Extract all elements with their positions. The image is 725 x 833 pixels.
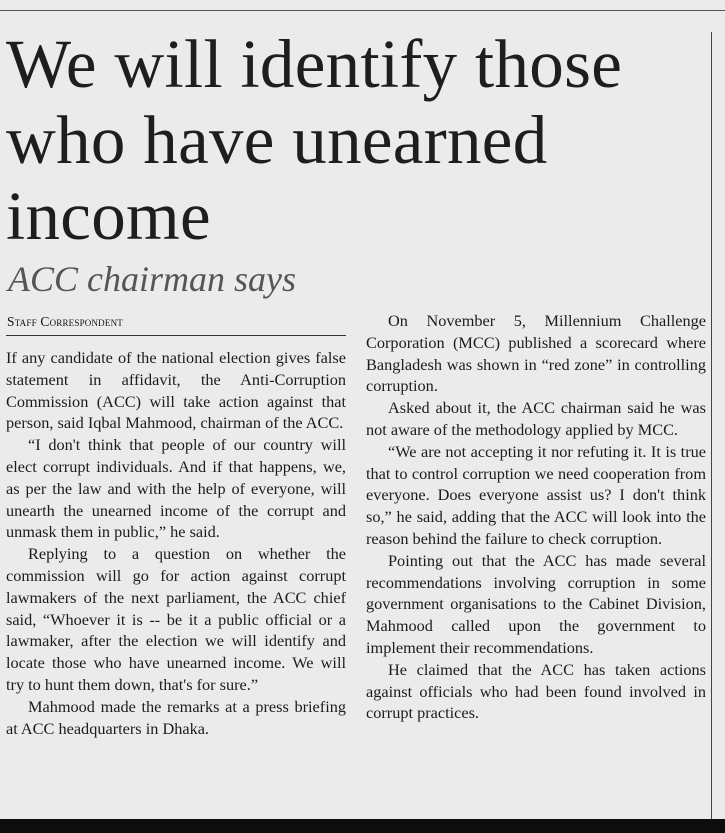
article-column-right [366, 310, 706, 724]
paragraph: If any candidate of the national election gives false statement in affidavit, the Anti-Corruption Commission (ACC) will take action against that person, said Iqbal Mahmood, chairman of the ACC. [6, 348, 346, 433]
scan-bottom-edge [0, 819, 725, 833]
byline-rule [6, 335, 346, 336]
column-edge-rule [711, 32, 712, 822]
headline: We will identify those who have unearned income [6, 26, 623, 254]
paragraph: Asked about it, the ACC chairman said he was not aware of the methodology applied by MCC. [366, 398, 706, 439]
article-column-left [6, 347, 346, 739]
paragraph: Pointing out that the ACC has made several recommendations involving corruption in some government organisations to the Cabinet Division, Mahmood called upon the government to implement their recommendations. [366, 550, 706, 657]
paragraph: On November 5, Millennium Challenge Corporation (MCC) published a scorecard where Bangladesh was shown in “red zone” in controlling corruption. [366, 311, 706, 396]
subheadline: ACC chairman says [8, 259, 296, 299]
paragraph: Mahmood made the remarks at a press briefing at ACC headquarters in Dhaka. [6, 696, 346, 738]
paragraph: “We are not accepting it nor refuting it. It is true that to control corruption we need cooperation from everyone. Does everyone assist us? I don't think so,” he said, adding that the ACC will look into the reason behind the failure to check corruption. [366, 441, 706, 548]
paragraph: He claimed that the ACC has taken actions against officials who had been found involved in corrupt practices. [366, 659, 706, 723]
paragraph: “I don't think that people of our country will elect corrupt individuals. And if that happens, we, as per the law and with the help of everyone, will unearth the unearned income of the corrupt and unmask them in public,” he said. [6, 435, 346, 542]
paragraph: Replying to a question on whether the commission will go for action against corrupt lawmakers of the next parliament, the ACC chief said, “Whoever it is -- be it a public official or a lawmaker, after the election we will identify and locate those who have unearned income. We will try to hunt them down, that's for sure.” [6, 544, 346, 694]
top-rule [0, 10, 725, 11]
byline: Staff Correspondent [7, 314, 123, 329]
